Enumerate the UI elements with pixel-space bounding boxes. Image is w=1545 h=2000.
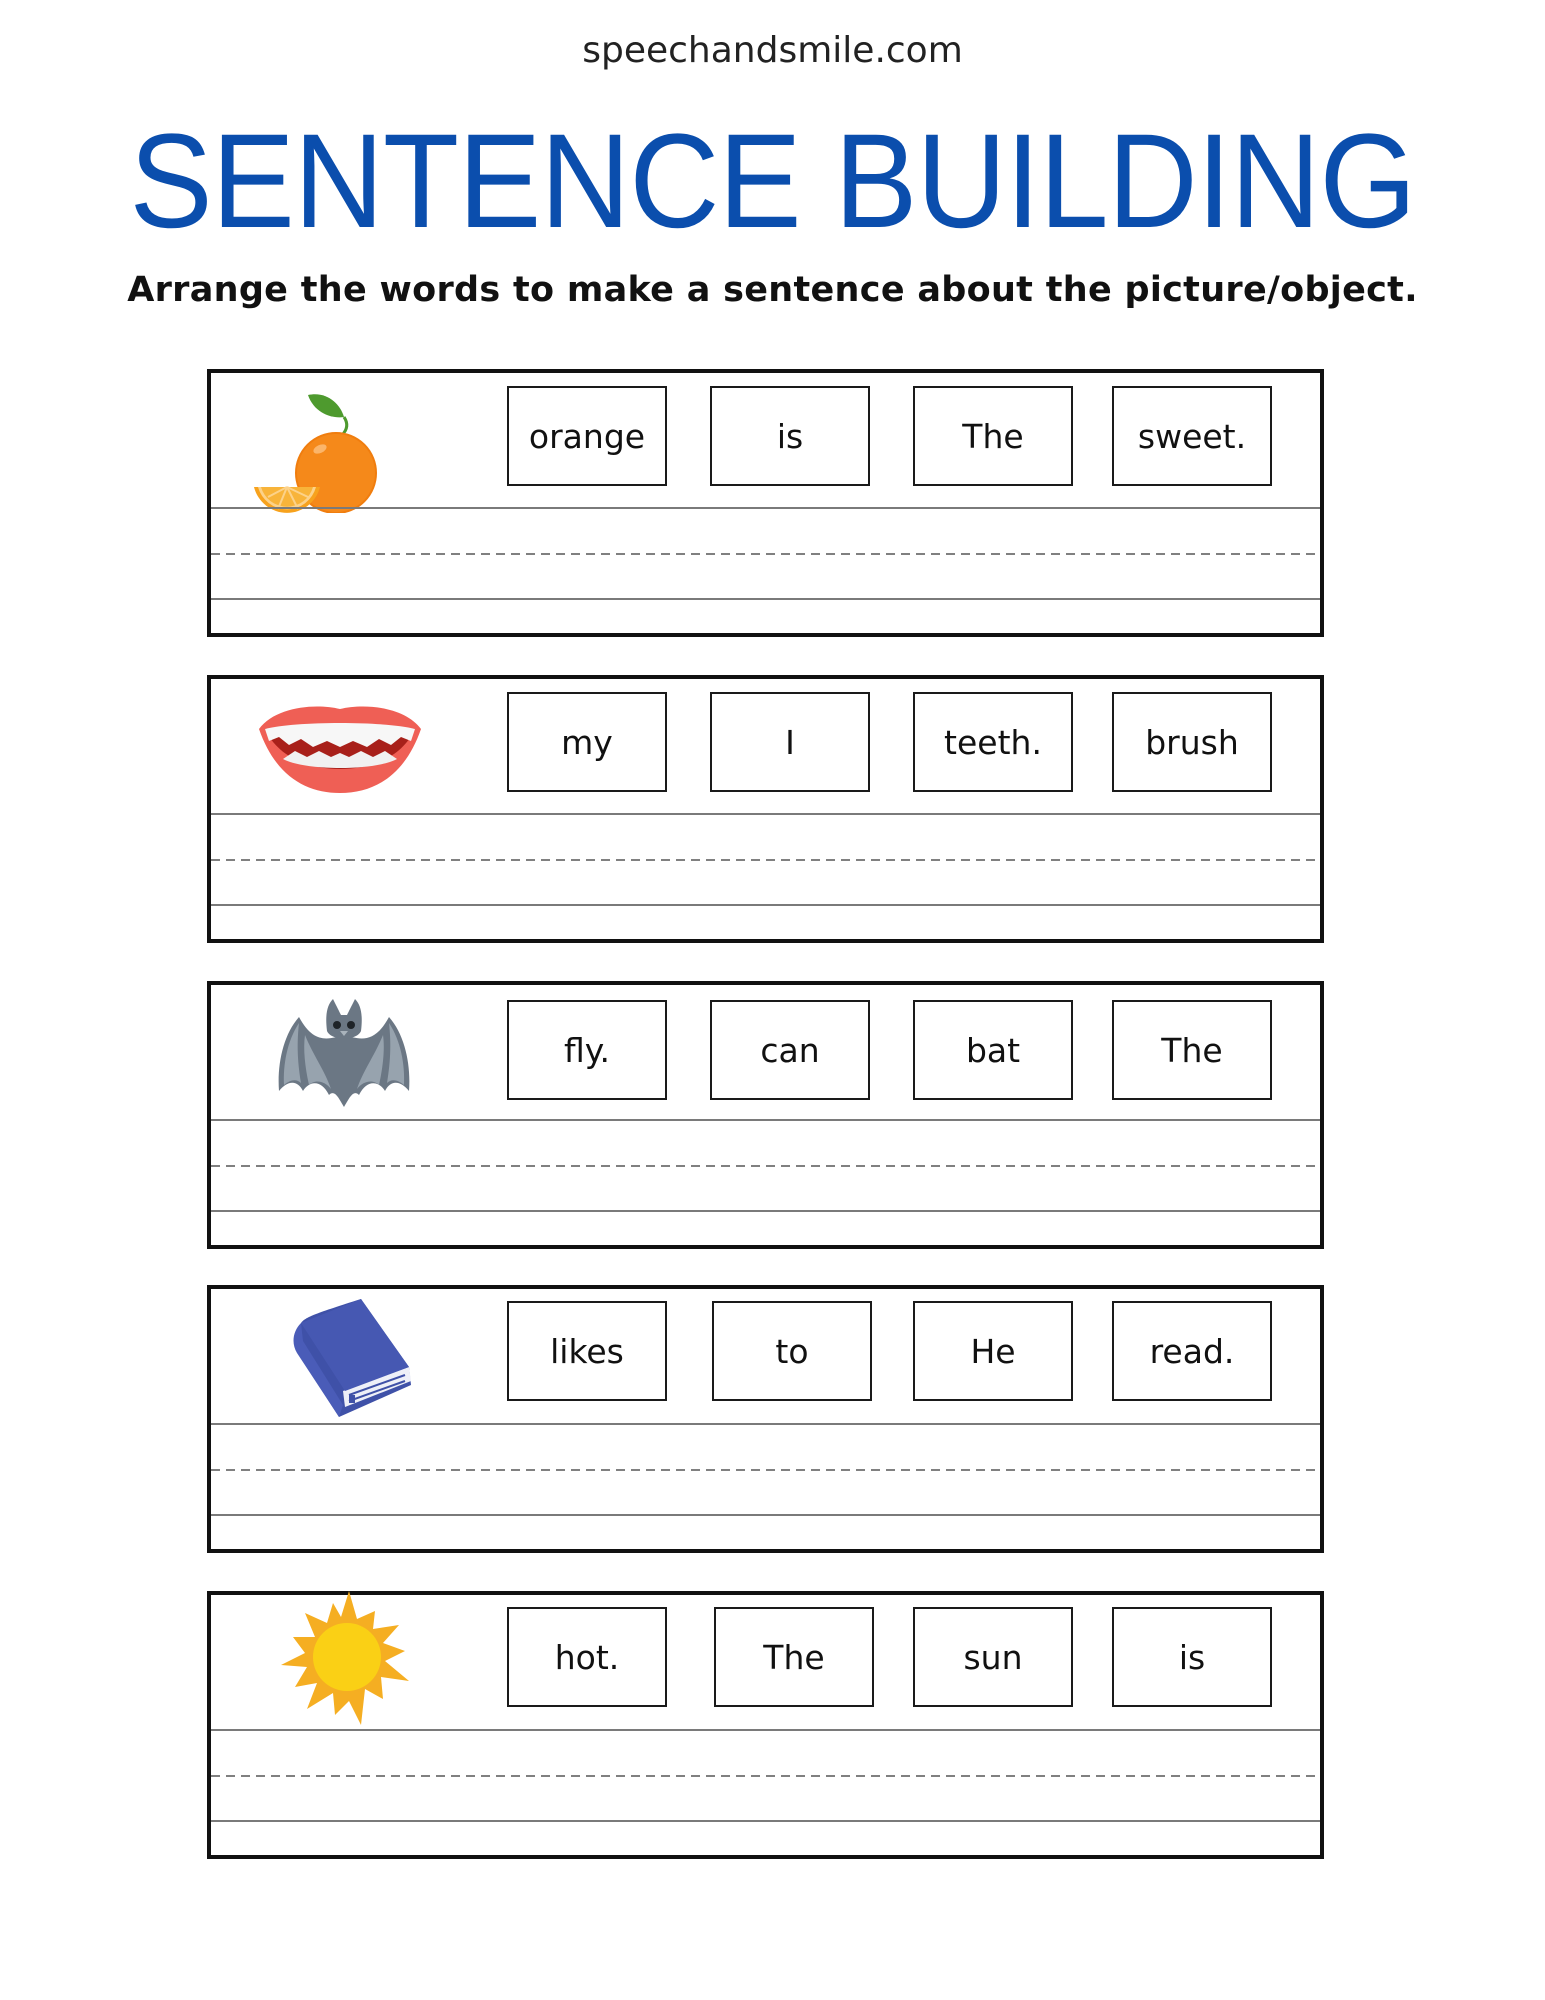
word-text: I (785, 722, 795, 762)
word-tile[interactable] (913, 1000, 1073, 1100)
word-tile[interactable] (913, 1607, 1073, 1707)
site-url: speechandsmile.com (582, 30, 963, 71)
word-text: The (962, 416, 1024, 456)
instructions: Arrange the words to make a sentence about the picture/object. (127, 270, 1418, 310)
word-text: to (775, 1331, 809, 1371)
writing-line-mid-dashed[interactable] (211, 553, 1320, 555)
word-text: teeth. (944, 722, 1042, 762)
exercise-row-3 (207, 981, 1324, 1249)
word-text: likes (550, 1331, 624, 1371)
word-tile[interactable] (507, 1301, 667, 1401)
writing-line-base (211, 598, 1320, 600)
writing-line-mid-dashed[interactable] (211, 1165, 1320, 1167)
writing-line-top (211, 813, 1320, 815)
word-text: The (763, 1637, 825, 1677)
exercise-row-4 (207, 1285, 1324, 1553)
writing-line-base (211, 1820, 1320, 1822)
word-tile[interactable] (714, 1607, 874, 1707)
word-tile[interactable] (712, 1301, 872, 1401)
writing-line-base (211, 1514, 1320, 1516)
word-tile[interactable] (1112, 692, 1272, 792)
word-tile[interactable] (1112, 1607, 1272, 1707)
orange-icon (248, 383, 378, 513)
word-tile[interactable] (507, 1607, 667, 1707)
word-tile[interactable] (710, 386, 870, 486)
word-tile[interactable] (710, 1000, 870, 1100)
writing-line-mid-dashed[interactable] (211, 1469, 1320, 1471)
word-tile[interactable] (1112, 1301, 1272, 1401)
word-tile[interactable] (913, 692, 1073, 792)
book-icon (287, 1295, 427, 1425)
word-text: hot. (554, 1637, 620, 1677)
word-text: is (1178, 1637, 1206, 1677)
word-text: He (970, 1331, 1016, 1371)
word-text: orange (528, 416, 646, 456)
bat-icon (269, 995, 419, 1115)
word-text: my (561, 722, 613, 762)
word-text: can (760, 1030, 820, 1070)
word-text: brush (1145, 722, 1239, 762)
writing-line-top (211, 507, 1320, 509)
exercise-row-2 (207, 675, 1324, 943)
page-title: SENTENCE BUILDING (129, 107, 1416, 256)
exercise-row-5 (207, 1591, 1324, 1859)
word-text: read. (1149, 1331, 1235, 1371)
word-text: bat (965, 1030, 1021, 1070)
writing-line-base (211, 904, 1320, 906)
writing-line-top (211, 1119, 1320, 1121)
word-tile[interactable] (710, 692, 870, 792)
exercise-row-1 (207, 369, 1324, 637)
writing-line-mid-dashed[interactable] (211, 859, 1320, 861)
word-text: sun (963, 1637, 1023, 1677)
word-tile[interactable] (1112, 1000, 1272, 1100)
word-text: fly. (563, 1030, 611, 1070)
word-tile[interactable] (913, 1301, 1073, 1401)
word-tile[interactable] (507, 386, 667, 486)
word-tile[interactable] (913, 386, 1073, 486)
word-text: The (1161, 1030, 1223, 1070)
writing-line-top (211, 1423, 1320, 1425)
word-text: is (776, 416, 804, 456)
word-tile[interactable] (507, 692, 667, 792)
mouth-teeth-icon (255, 697, 425, 797)
sun-icon (277, 1591, 417, 1731)
word-tile[interactable] (1112, 386, 1272, 486)
writing-line-base (211, 1210, 1320, 1212)
word-tile[interactable] (507, 1000, 667, 1100)
word-text: sweet. (1137, 416, 1247, 456)
writing-line-mid-dashed[interactable] (211, 1775, 1320, 1777)
writing-line-top (211, 1729, 1320, 1731)
